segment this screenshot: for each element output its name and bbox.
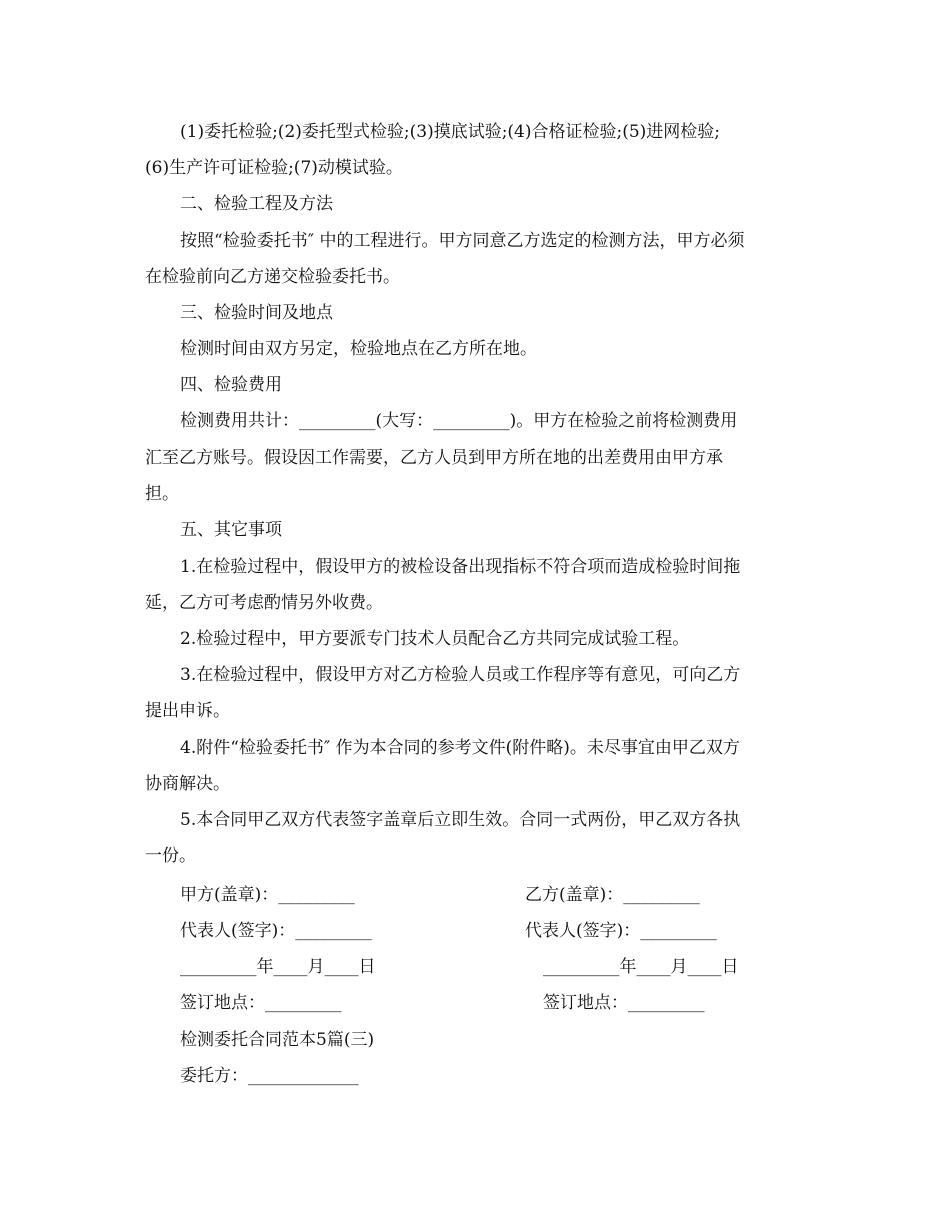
paragraph-line: 3.在检验过程中，假设甲方对乙方检验人员或工作程序等有意见，可向乙方 (180, 665, 741, 685)
paragraph-line: (1)委托检验;(2)委托型式检验;(3)摸底试验;(4)合格证检验;(5)进网检验; (180, 122, 721, 142)
paragraph-line: 按照“检验委托书″ 中的工程进行。甲方同意乙方选定的检测方法，甲方必须 (180, 231, 745, 251)
paragraph-line: 1.在检验过程中，假设甲方的被检设备出现指标不符合项而造成检验时间拖 (180, 557, 741, 577)
party-b-date: _________年____月____日 (543, 957, 739, 977)
paragraph-line: 检测时间由双方另定，检验地点在乙方所在地。 (180, 339, 537, 359)
party-a-representative: 代表人(签字)：_________ (180, 921, 372, 941)
paragraph-line: 5.本合同甲乙双方代表签字盖章后立即生效。合同一式两份，甲乙双方各执 (180, 810, 741, 830)
party-b-seal: 乙方(盖章)：_________ (525, 885, 700, 905)
paragraph-line: (6)生产许可证检验;(7)动模试验。 (145, 158, 403, 178)
paragraph-line: 担。 (145, 484, 179, 504)
section-heading-4: 四、检验费用 (180, 375, 282, 395)
next-section-title: 检测委托合同范本5篇(三) (180, 1030, 375, 1050)
section-heading-3: 三、检验时间及地点 (180, 303, 333, 323)
paragraph-line: 2.检验过程中，甲方要派专门技术人员配合乙方共同完成试验工程。 (180, 629, 690, 649)
party-a-place: 签订地点：_________ (180, 993, 342, 1013)
party-b-representative: 代表人(签字)：_________ (525, 921, 717, 941)
party-b-place: 签订地点：_________ (543, 993, 705, 1013)
paragraph-line: 在检验前向乙方递交检验委托书。 (145, 267, 400, 287)
paragraph-line: 汇至乙方账号。假设因工作需要，乙方人员到甲方所在地的出差费用由甲方承 (145, 448, 723, 468)
paragraph-line: 延，乙方可考虑酌情另外收费。 (145, 593, 383, 613)
client-label: 委托方：_____________ (180, 1066, 359, 1086)
paragraph-line: 一份。 (145, 846, 196, 866)
section-heading-2: 二、检验工程及方法 (180, 194, 333, 214)
paragraph-line: 协商解决。 (145, 774, 230, 794)
paragraph-line: 4.附件“检验委托书″ 作为本合同的参考文件(附件略)。未尽事宜由甲乙双方 (180, 738, 740, 758)
party-a-date: _________年____月____日 (180, 957, 376, 977)
paragraph-line: 检测费用共计：_________(大写：_________)。甲方在检验之前将检测费用 (180, 411, 738, 431)
paragraph-line: 提出申诉。 (145, 701, 230, 721)
section-heading-5: 五、其它事项 (180, 520, 282, 540)
party-a-seal: 甲方(盖章)：_________ (180, 885, 355, 905)
